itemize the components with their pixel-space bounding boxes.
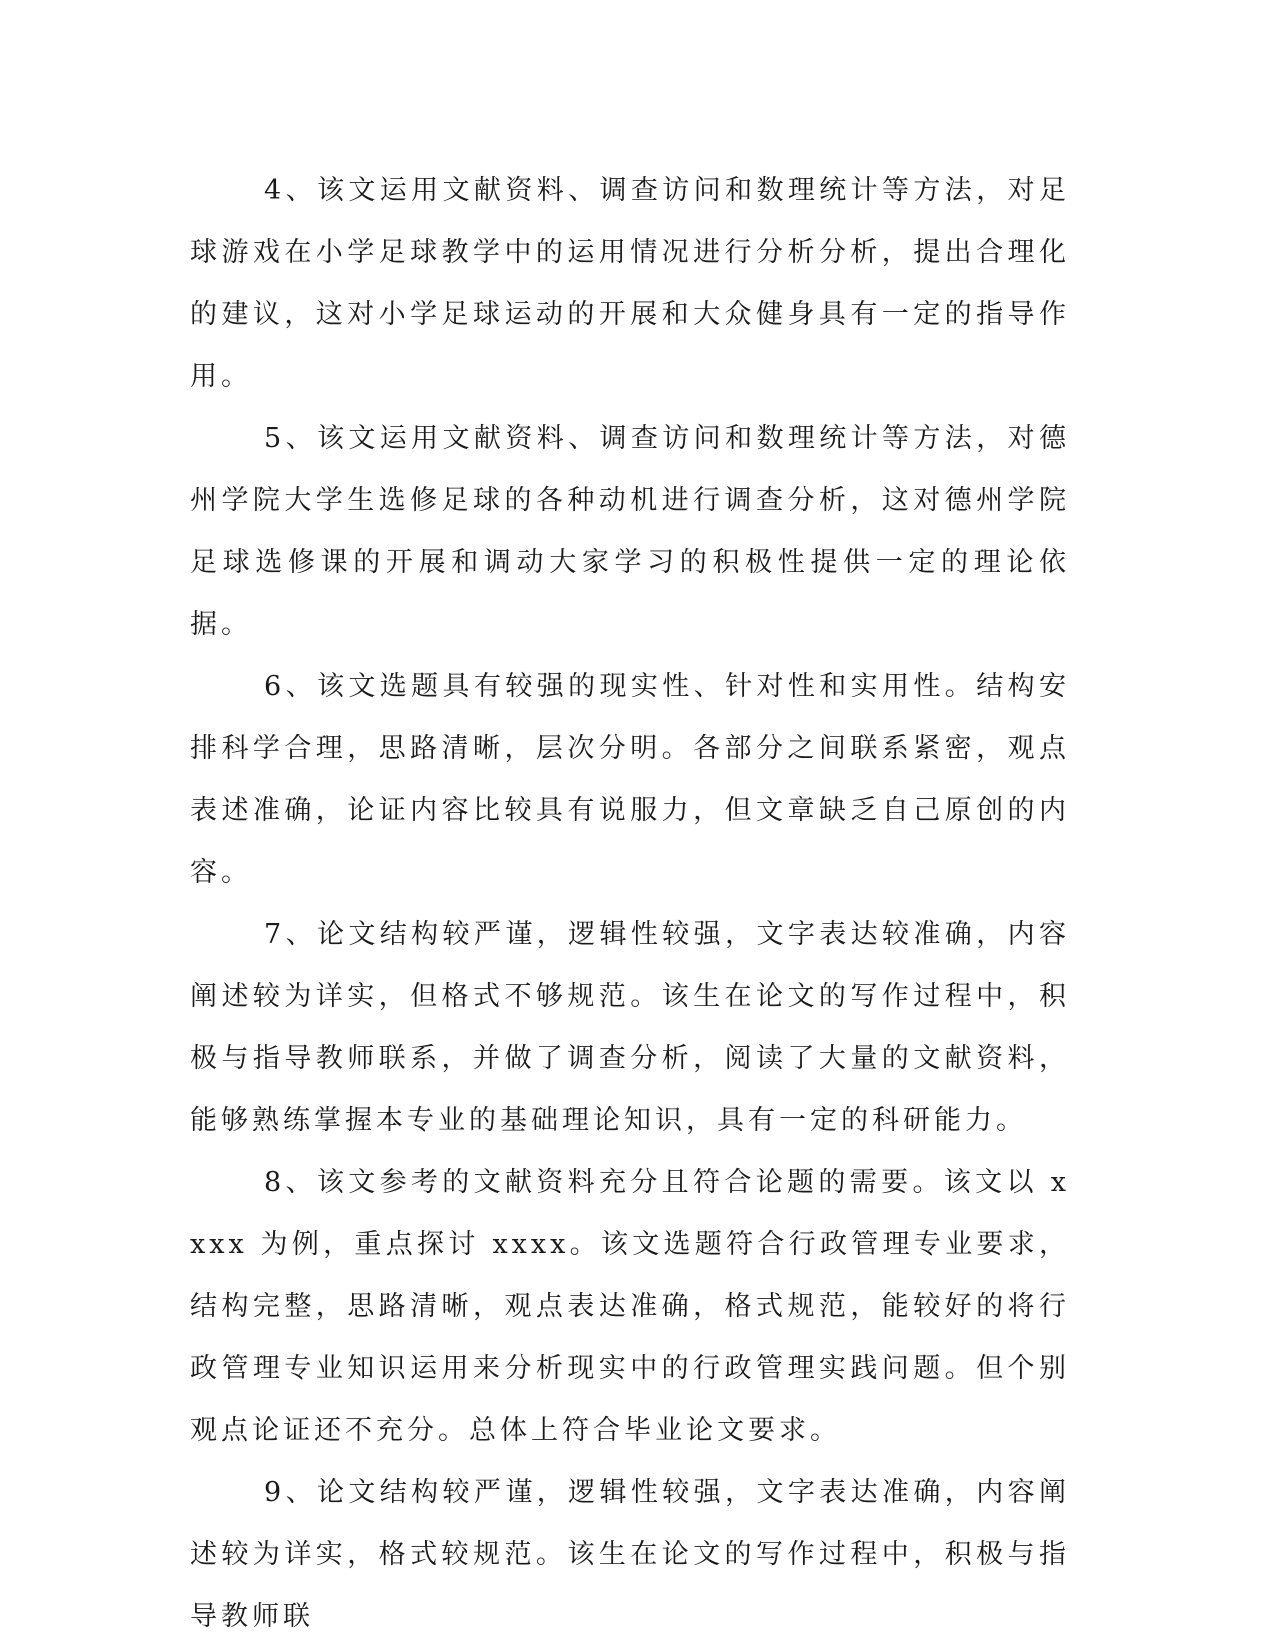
paragraph-7: 7、论文结构较严谨，逻辑性较强，文字表达较准确，内容阐述较为详实，但格式不够规范。该生在论文的写作过程中，积极与指导教师联系，并做了调查分析，阅读了大量的文献资料，能够熟练掌握本专业的基础理论知识，具有一定的科研能力。 [190,919,1070,1136]
paragraph-8: 8、该文参考的文献资料充分且符合论题的需要。该文以 xxxx 为例，重点探讨 xxxx。该文选题符合行政管理专业要求，结构完整，思路清晰，观点表达准确，格式规范，能较好的将行政管理专业知识运用来分析现实中的行政管理实践问题。但个别观点论证还不充分。总体上符合毕业论文要求。 [190,1167,1070,1446]
paragraph-5: 5、该文运用文献资料、调查访问和数理统计等方法，对德州学院大学生选修足球的各种动机进行调查分析，这对德州学院足球选修课的开展和调动大家学习的积极性提供一定的理论依据。 [190,423,1070,640]
paragraph-9: 9、论文结构较严谨，逻辑性较强，文字表达准确，内容阐述较为详实，格式较规范。该生在论文的写作过程中，积极与指导教师联 [190,1477,1070,1632]
paragraph-6: 6、该文选题具有较强的现实性、针对性和实用性。结构安排科学合理，思路清晰，层次分明。各部分之间联系紧密，观点表述准确，论证内容比较具有说服力，但文章缺乏自己原创的内容。 [190,671,1070,888]
document-body [190,160,1070,1648]
paragraph-4: 4、该文运用文献资料、调查访问和数理统计等方法，对足球游戏在小学足球教学中的运用情况进行分析分析，提出合理化的建议，这对小学足球运动的开展和大众健身具有一定的指导作用。 [190,175,1070,392]
